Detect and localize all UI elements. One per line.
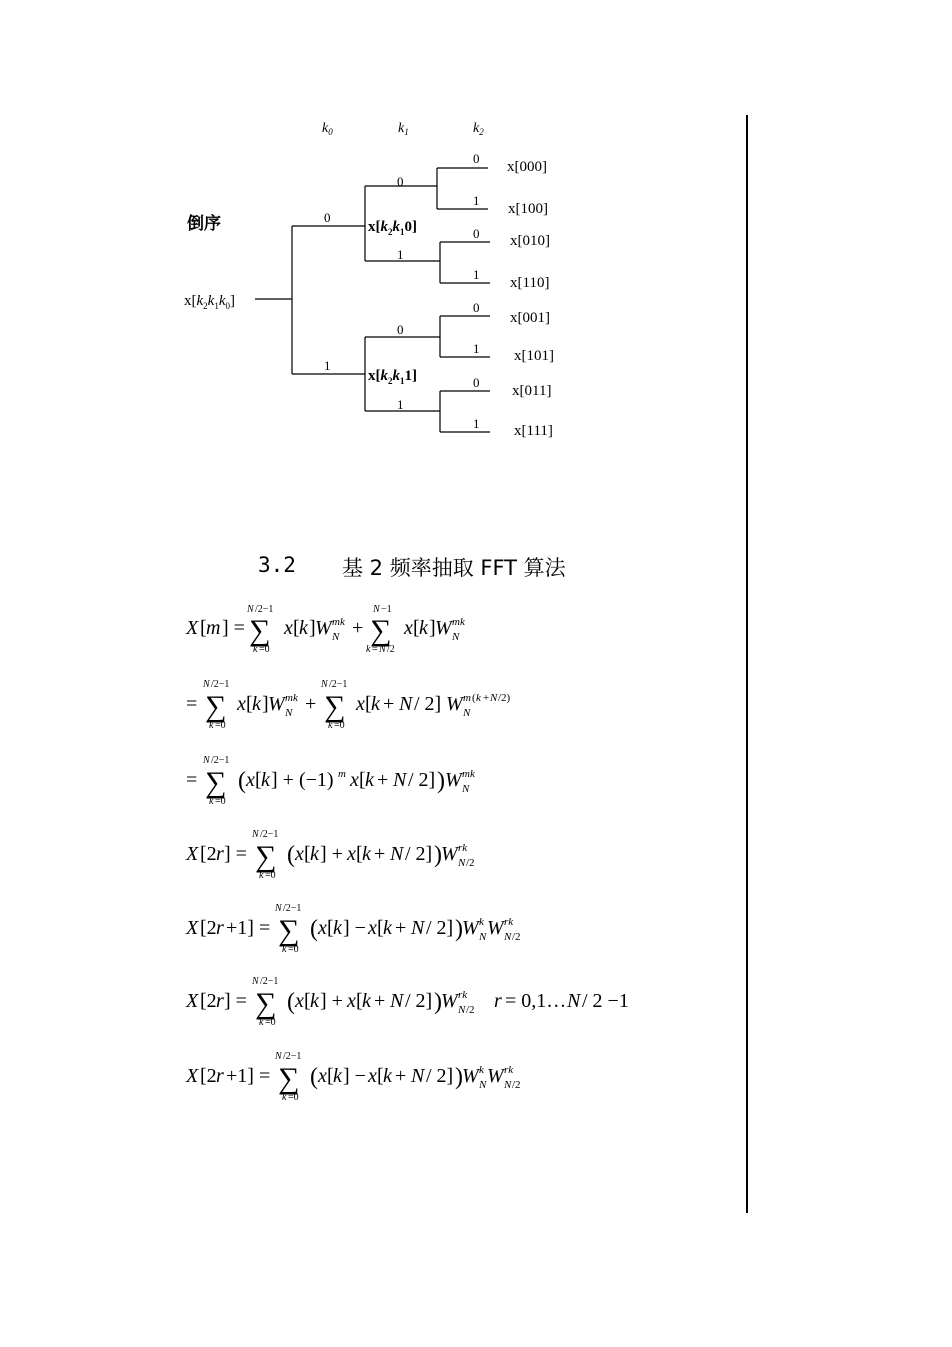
svg-text:/ 2]: / 2] (414, 693, 442, 715)
level3-label-4: 0 (473, 300, 480, 315)
svg-text:N: N (390, 990, 404, 1012)
svg-text:N: N (490, 692, 498, 704)
level2-label-2: 0 (397, 322, 404, 337)
svg-text:x: x (295, 843, 304, 865)
svg-text:[: [ (327, 1065, 334, 1087)
svg-text:k: k (209, 720, 214, 731)
svg-text:N: N (275, 1051, 282, 1062)
svg-text:N: N (252, 829, 259, 840)
svg-text:W: W (462, 1065, 479, 1087)
header-k0: $k_0$ (322, 121, 333, 137)
svg-text:=0: =0 (334, 720, 345, 731)
svg-text:x: x (368, 1065, 377, 1087)
svg-text:∑: ∑ (255, 987, 277, 1020)
svg-text:=0: =0 (265, 870, 276, 881)
svg-text:/2): /2) (498, 692, 511, 704)
svg-text:[: [ (365, 693, 372, 715)
svg-text:N: N (379, 644, 386, 655)
svg-text:/2: /2 (512, 1079, 521, 1091)
svg-text:k: k (282, 944, 287, 955)
svg-text:(: ( (287, 989, 295, 1015)
output-101: x[101] (514, 348, 554, 364)
equation-6 (185, 976, 629, 1028)
level2-label-0: 0 (397, 174, 404, 189)
svg-text:= 0,1…: = 0,1… (505, 990, 567, 1012)
svg-text:W: W (487, 1065, 504, 1087)
svg-text:k: k (282, 1092, 287, 1103)
svg-text:k: k (479, 1064, 484, 1076)
svg-text:[: [ (293, 617, 300, 639)
svg-text:): ) (434, 842, 442, 868)
svg-text:N: N (252, 976, 259, 987)
svg-text:∑: ∑ (278, 1062, 300, 1095)
svg-text:[: [ (246, 693, 253, 715)
svg-text:k: k (419, 617, 428, 639)
svg-text:+1] =: +1] = (226, 1065, 271, 1087)
svg-text:/ 2]: / 2] (426, 917, 454, 939)
output-011: x[011] (512, 383, 552, 399)
svg-text:W: W (441, 843, 458, 865)
svg-text:k: k (209, 796, 214, 807)
svg-text:r: r (216, 990, 224, 1012)
svg-text:+: + (395, 1065, 407, 1087)
svg-text:∑: ∑ (370, 614, 392, 647)
svg-text:r: r (494, 990, 502, 1012)
svg-text:X: X (186, 617, 199, 639)
svg-text:+: + (374, 843, 386, 865)
svg-text:x: x (347, 843, 356, 865)
svg-text:] +: ] + (320, 843, 343, 865)
svg-text:m: m (206, 617, 221, 639)
svg-text:N: N (373, 604, 380, 615)
svg-text:∑: ∑ (278, 914, 300, 947)
equation-2 (186, 679, 511, 731)
svg-text:[: [ (255, 769, 262, 791)
svg-text:=0: =0 (288, 944, 299, 955)
svg-text:X: X (186, 990, 199, 1012)
svg-text:): ) (434, 989, 442, 1015)
svg-text:N: N (504, 931, 512, 943)
svg-text:x: x (295, 990, 304, 1012)
svg-text:=: = (186, 693, 198, 715)
svg-text:=: = (372, 644, 378, 655)
svg-text:/2−1: /2−1 (211, 755, 230, 766)
svg-text:N: N (203, 679, 210, 690)
mid-node-0: $x[k_2k_10]$ (368, 219, 417, 237)
svg-text:x: x (347, 990, 356, 1012)
svg-text:k: k (383, 917, 392, 939)
level3-label-0: 0 (473, 151, 480, 166)
svg-text:−1: −1 (381, 604, 392, 615)
svg-text:N: N (203, 755, 210, 766)
svg-text:mk: mk (452, 616, 465, 628)
output-010: x[010] (510, 233, 550, 249)
svg-text:/2: /2 (512, 931, 521, 943)
svg-text:] −: ] − (343, 1065, 366, 1087)
svg-text:/ 2]: / 2] (405, 843, 433, 865)
svg-text:k: k (261, 769, 270, 791)
svg-text:/2: /2 (466, 1004, 475, 1016)
svg-text:x: x (350, 769, 359, 791)
svg-text:N: N (247, 604, 254, 615)
svg-text:): ) (437, 768, 445, 794)
svg-text:=0: =0 (259, 644, 270, 655)
header-k2: $k_2$ (473, 121, 484, 137)
level3-label-5: 1 (473, 341, 480, 356)
equation-4 (185, 829, 475, 881)
header-k1: $k_1$ (398, 121, 409, 137)
svg-text:N: N (479, 1079, 487, 1091)
svg-text:/2−1: /2−1 (211, 679, 230, 690)
svg-text:x: x (246, 769, 255, 791)
svg-text:N: N (285, 707, 293, 719)
svg-text:[2: [2 (200, 917, 217, 939)
svg-text:k: k (362, 990, 371, 1012)
svg-text:rk: rk (458, 989, 468, 1001)
svg-text:r: r (216, 917, 224, 939)
equations-block (0, 590, 952, 1130)
svg-text:N: N (321, 679, 328, 690)
svg-text:/ 2]: / 2] (426, 1065, 454, 1087)
svg-text:/2−1: /2−1 (283, 903, 302, 914)
svg-text:[2: [2 (200, 843, 217, 865)
svg-text:N: N (452, 631, 460, 643)
svg-text:X: X (186, 1065, 199, 1087)
svg-text:rk: rk (504, 1064, 514, 1076)
svg-text:+1] =: +1] = (226, 917, 271, 939)
svg-text:(: ( (472, 692, 476, 704)
level3-label-2: 0 (473, 226, 480, 241)
output-000: x[000] (507, 159, 547, 175)
svg-text:rk: rk (458, 842, 468, 854)
svg-text:k: k (252, 693, 261, 715)
level2-label-1: 1 (397, 247, 404, 262)
svg-text:=0: =0 (265, 1017, 276, 1028)
svg-text:k: k (299, 617, 308, 639)
svg-text:N: N (390, 843, 404, 865)
level1-label-0: 0 (324, 210, 331, 225)
svg-text:k: k (362, 843, 371, 865)
svg-text:N: N (411, 917, 425, 939)
svg-text:k: k (383, 1065, 392, 1087)
level1-label-1: 1 (324, 358, 331, 373)
svg-text:mk: mk (285, 692, 298, 704)
svg-text:] + (−1): ] + (−1) (271, 769, 334, 791)
svg-text:/2−1: /2−1 (255, 604, 274, 615)
svg-text:∑: ∑ (249, 614, 271, 647)
svg-text:mk: mk (462, 768, 475, 780)
svg-text:W: W (446, 693, 463, 715)
svg-text:x: x (318, 917, 327, 939)
svg-text:k: k (365, 769, 374, 791)
svg-text:m: m (463, 692, 471, 704)
svg-text:=0: =0 (215, 720, 226, 731)
svg-text:[: [ (304, 990, 311, 1012)
svg-text:x: x (356, 693, 365, 715)
mid-node-1: $x[k_2k_11]$ (368, 368, 417, 386)
svg-text:[: [ (413, 617, 420, 639)
level2-label-3: 1 (397, 397, 404, 412)
svg-text:k: k (310, 843, 319, 865)
svg-text:): ) (455, 916, 463, 942)
svg-text:[: [ (359, 769, 366, 791)
svg-text:r: r (216, 1065, 224, 1087)
svg-text:k: k (371, 693, 380, 715)
svg-text:N: N (504, 1079, 512, 1091)
svg-text:N: N (479, 931, 487, 943)
svg-text:W: W (441, 990, 458, 1012)
svg-text:k: k (333, 917, 342, 939)
svg-text:k: k (333, 1065, 342, 1087)
section-title: 基 2 频率抽取 FFT 算法 (342, 556, 566, 580)
svg-text:[: [ (304, 843, 311, 865)
svg-text:W: W (315, 617, 332, 639)
svg-text:[: [ (327, 917, 334, 939)
svg-text:N: N (393, 769, 407, 791)
svg-text:[: [ (200, 617, 207, 639)
level3-label-3: 1 (473, 267, 480, 282)
svg-text:r: r (216, 843, 224, 865)
svg-text:[: [ (356, 990, 363, 1012)
svg-text:/ 2 −1: / 2 −1 (582, 990, 629, 1012)
output-001: x[001] (510, 310, 550, 326)
svg-text:k: k (479, 916, 484, 928)
svg-text:k: k (476, 692, 481, 704)
svg-text:/2−1: /2−1 (260, 976, 279, 987)
svg-text:] −: ] − (343, 917, 366, 939)
reverse-order-label: 倒序 (187, 214, 221, 234)
equation-7 (185, 1051, 521, 1103)
section-number: 3.2 (258, 553, 296, 577)
svg-text:W: W (462, 917, 479, 939)
svg-text:k: k (259, 1017, 264, 1028)
svg-text:∑: ∑ (205, 766, 227, 799)
svg-text:N: N (411, 1065, 425, 1087)
svg-text:]: ] (309, 617, 316, 639)
svg-text:N: N (458, 857, 466, 869)
svg-text:mk: mk (332, 616, 345, 628)
svg-text:/2: /2 (466, 857, 475, 869)
svg-text:+: + (352, 617, 364, 639)
svg-text:/ 2]: / 2] (405, 990, 433, 1012)
level3-label-6: 0 (473, 375, 480, 390)
svg-text:[: [ (356, 843, 363, 865)
equation-5 (185, 903, 521, 955)
svg-text:[2: [2 (200, 1065, 217, 1087)
svg-text:+: + (483, 692, 490, 704)
svg-text:k: k (366, 644, 371, 655)
svg-text:N: N (567, 990, 581, 1012)
svg-text:]: ] (429, 617, 436, 639)
svg-text:+: + (395, 917, 407, 939)
svg-text:/2−1: /2−1 (329, 679, 348, 690)
output-110: x[110] (510, 275, 550, 291)
svg-text:rk: rk (504, 916, 514, 928)
output-111: x[111] (514, 423, 553, 439)
level3-label-1: 1 (473, 193, 480, 208)
svg-text:] +: ] + (320, 990, 343, 1012)
level3-label-7: 1 (473, 416, 480, 431)
svg-text:(: ( (238, 768, 246, 794)
equation-1 (185, 604, 466, 655)
svg-text:] =: ] = (224, 843, 247, 865)
bit-reversal-tree-diagram (0, 0, 952, 500)
svg-text:∑: ∑ (255, 840, 277, 873)
svg-text:): ) (455, 1064, 463, 1090)
output-100: x[100] (508, 201, 548, 217)
svg-text:[: [ (377, 1065, 384, 1087)
svg-text:X: X (186, 843, 199, 865)
svg-text:W: W (445, 769, 462, 791)
svg-text:] =: ] = (224, 990, 247, 1012)
svg-text:(: ( (310, 916, 318, 942)
svg-text:N: N (458, 1004, 466, 1016)
svg-text:N: N (399, 693, 413, 715)
input-label: $x[k_2k_1k_0]$ (184, 293, 236, 311)
svg-text:/2: /2 (387, 644, 395, 655)
svg-text:+: + (377, 769, 389, 791)
svg-text:k: k (259, 870, 264, 881)
svg-text:N: N (275, 903, 282, 914)
svg-text:k: k (310, 990, 319, 1012)
svg-text:∑: ∑ (205, 690, 227, 723)
svg-text:] =: ] = (222, 617, 245, 639)
svg-text:=0: =0 (215, 796, 226, 807)
svg-text:x: x (318, 1065, 327, 1087)
svg-text:[: [ (377, 917, 384, 939)
svg-text:W: W (435, 617, 452, 639)
svg-text:x: x (284, 617, 293, 639)
svg-text:W: W (487, 917, 504, 939)
svg-text:/ 2]: / 2] (408, 769, 436, 791)
svg-text:+: + (305, 693, 317, 715)
svg-text:N: N (462, 783, 470, 795)
svg-text:=: = (186, 769, 198, 791)
svg-text:N: N (463, 707, 471, 719)
equation-3 (186, 755, 476, 807)
svg-text:(: ( (310, 1064, 318, 1090)
svg-text:/2−1: /2−1 (260, 829, 279, 840)
svg-text:X: X (186, 917, 199, 939)
svg-text:/2−1: /2−1 (283, 1051, 302, 1062)
svg-text:x: x (368, 917, 377, 939)
svg-text:k: k (328, 720, 333, 731)
svg-text:m: m (338, 768, 346, 780)
svg-text:N: N (332, 631, 340, 643)
svg-text:[2: [2 (200, 990, 217, 1012)
svg-text:∑: ∑ (324, 690, 346, 723)
svg-text:x: x (404, 617, 413, 639)
svg-text:k: k (253, 644, 258, 655)
svg-text:+: + (374, 990, 386, 1012)
svg-text:x: x (237, 693, 246, 715)
svg-text:W: W (268, 693, 285, 715)
svg-text:=0: =0 (288, 1092, 299, 1103)
svg-text:+: + (383, 693, 395, 715)
svg-text:(: ( (287, 842, 295, 868)
svg-text:]: ] (262, 693, 269, 715)
